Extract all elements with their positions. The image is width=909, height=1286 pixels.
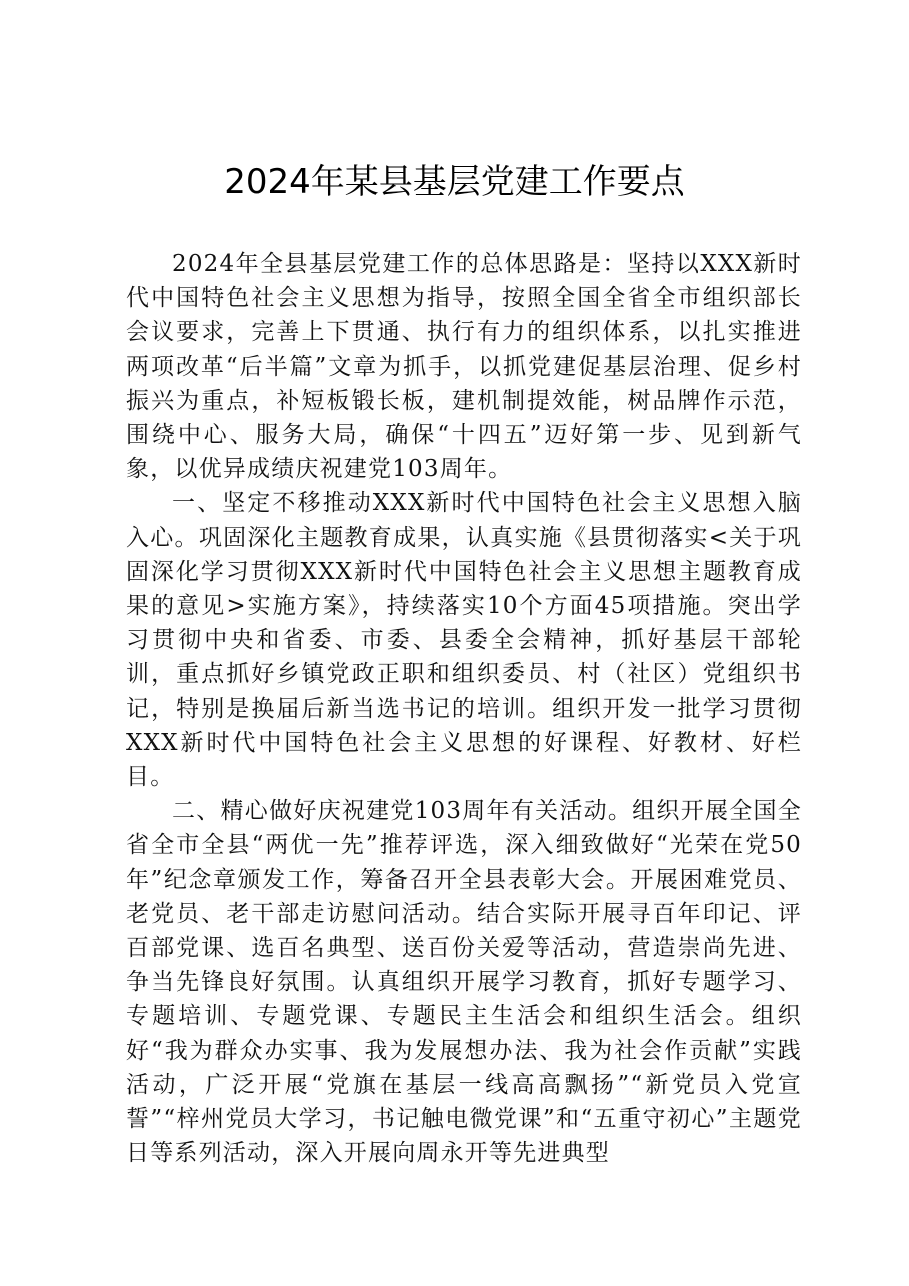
section-one-paragraph: 一、坚定不移推动XXX新时代中国特色社会主义思想入脑入心。巩固深化主题教育成果，认真实施《县贯彻落实<关于巩固深化学习贯彻XXX新时代中国特色社会主义思想主题教育成果的意见>实施方案》，持续落实10个方面45项措施。突出学习贯彻中央和省委、市委、县委全会精神，抓好基层干部轮训，重点抓好乡镇党政正职和组织委员、村（社区）党组织书记，特别是换届后新当选书记的培训。组织开发一批学习贯彻XXX新时代中国特色社会主义思想的好课程、好教材、好栏目。: [126, 490, 802, 791]
intro-paragraph: 2024年全县基层党建工作的总体思路是：坚持以XXX新时代中国特色社会主义思想为指导，按照全国全省全市组织部长会议要求，完善上下贯通、执行有力的组织体系，以扎实推进两项改革“后半篇”文章为抓手，以抓党建促基层治理、促乡村振兴为重点，补短板锻长板，建机制提效能，树品牌作示范，围绕中心、服务大局，确保“十四五”迈好第一步、见到新气象，以优异成绩庆祝建党103周年。: [126, 251, 802, 483]
section-two-paragraph: 二、精心做好庆祝建党103周年有关活动。组织开展全国全省全市全县“两优一先”推荐评选，深入细致做好“光荣在党50年”纪念章颁发工作，筹备召开全县表彰大会。开展困难党员、老党员、老干部走访慰问活动。结合实际开展寻百年印记、评百部党课、选百名典型、送百份关爱等活动，营造崇尚先进、争当先锋良好氛围。认真组织开展学习教育，抓好专题学习、专题培训、专题党课、专题民主生活会和组织生活会。组织好“我为群众办实事、我为发展想办法、我为社会作贡献”实践活动，广泛开展“党旗在基层一线高高飘扬”“新党员入党宣誓”“梓州党员大学习，书记触电微党课”和“五重守初心”主题党日等系列活动，深入开展向周永开等先进典型: [126, 798, 802, 1167]
document-body: [126, 247, 802, 1170]
document-title: 2024年某县基层党建工作要点: [224, 162, 685, 202]
